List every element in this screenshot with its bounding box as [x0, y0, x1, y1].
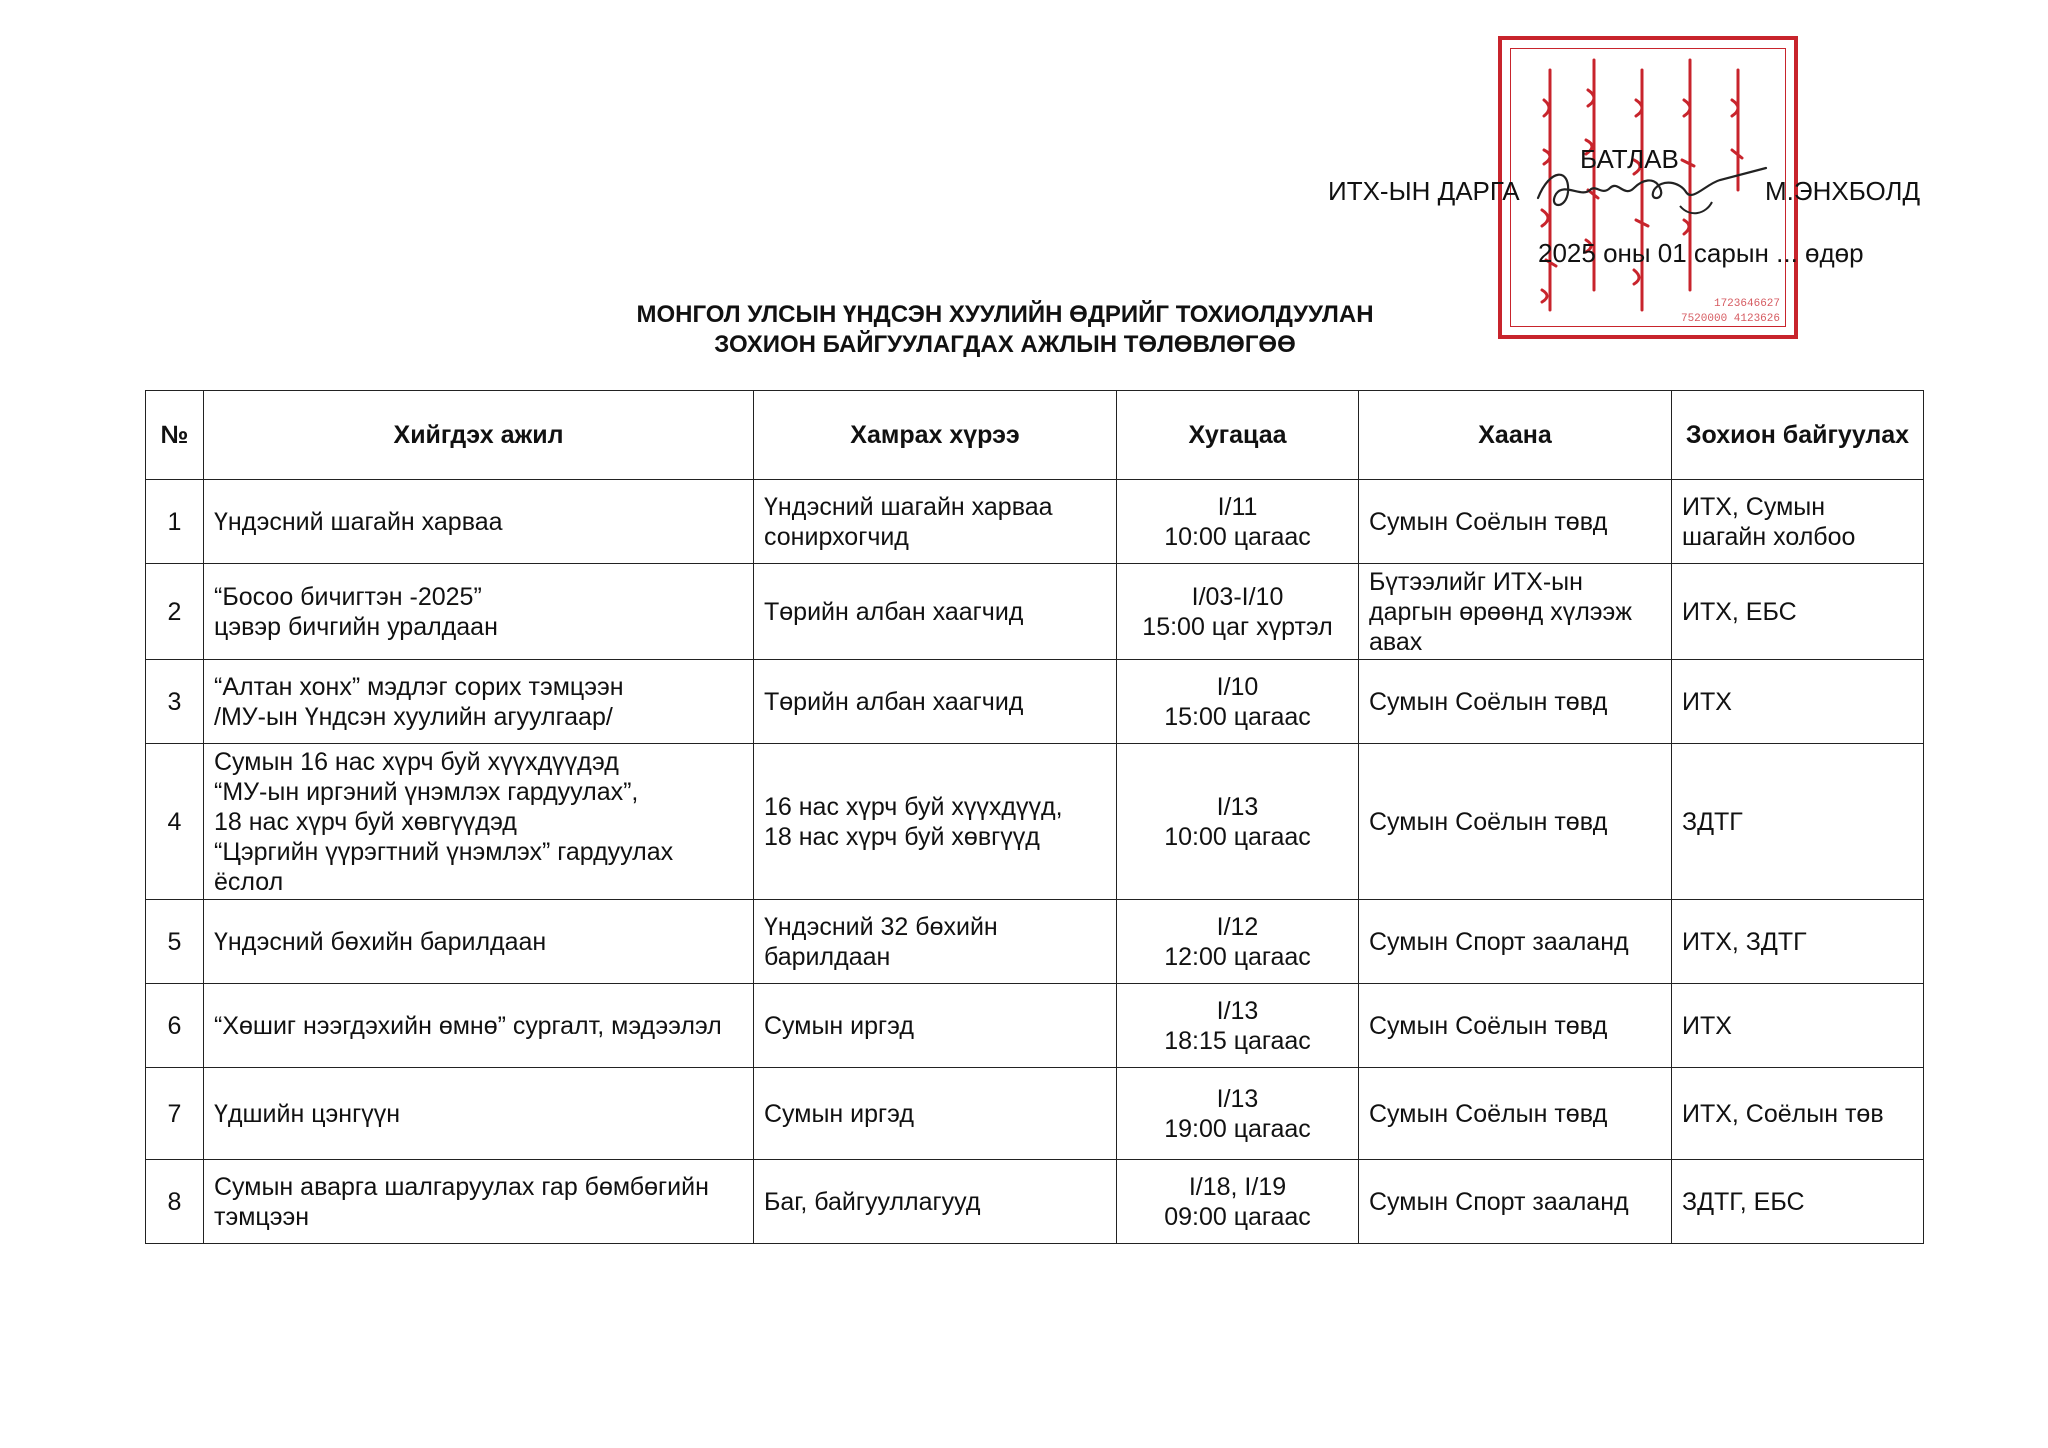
- row-time: I/13 10:00 цагаас: [1117, 744, 1359, 900]
- handwritten-signature: [1530, 158, 1770, 228]
- approval-date: 2025 оны 01 сарын ... өдөр: [1538, 238, 1864, 268]
- row-task: “Босоо бичигтэн -2025” цэвэр бичгийн уралдаан: [204, 564, 754, 660]
- table-row: [146, 900, 1924, 984]
- seal-number-1: 1723646627: [1713, 298, 1780, 310]
- row-task: Үдшийн цэнгүүн: [204, 1068, 754, 1160]
- row-number: 2: [146, 564, 204, 660]
- row-scope: 16 нас хүрч буй хүүхдүүд, 18 нас хүрч буй хөвгүүд: [754, 744, 1117, 900]
- row-number: 7: [146, 1068, 204, 1160]
- row-number: 3: [146, 660, 204, 744]
- row-time: I/12 12:00 цагаас: [1117, 900, 1359, 984]
- table-row: [146, 480, 1924, 564]
- row-scope: Баг, байгууллагууд: [754, 1160, 1117, 1244]
- header-number: №: [146, 391, 204, 480]
- row-task: Үндэсний шагайн харваа: [204, 480, 754, 564]
- table-row: [146, 1068, 1924, 1160]
- row-place: Сумын Соёлын төвд: [1359, 984, 1672, 1068]
- row-time: I/13 18:15 цагаас: [1117, 984, 1359, 1068]
- row-time: I/13 19:00 цагаас: [1117, 1068, 1359, 1160]
- row-organizer: ИТХ, Соёлын төв: [1672, 1068, 1924, 1160]
- row-number: 8: [146, 1160, 204, 1244]
- row-scope: Төрийн албан хаагчид: [754, 564, 1117, 660]
- row-task: Сумын 16 нас хүрч буй хүүхдүүдэд “МУ-ын иргэний үнэмлэх гардуулах”, 18 нас хүрч буй хөвгүүдэд “Цэргийн үүрэгтний үнэмлэх” гардуулах ёслол: [204, 744, 754, 900]
- row-number: 5: [146, 900, 204, 984]
- row-time: I/18, I/19 09:00 цагаас: [1117, 1160, 1359, 1244]
- row-time: I/10 15:00 цагаас: [1117, 660, 1359, 744]
- row-place: Сумын Соёлын төвд: [1359, 744, 1672, 900]
- row-organizer: ИТХ, ЕБС: [1672, 564, 1924, 660]
- header-scope: Хамрах хүрээ: [754, 391, 1117, 480]
- row-place: Сумын Соёлын төвд: [1359, 480, 1672, 564]
- header-time: Хугацаа: [1117, 391, 1359, 480]
- row-place: Сумын Спорт зааланд: [1359, 1160, 1672, 1244]
- row-time: I/03-I/10 15:00 цаг хүртэл: [1117, 564, 1359, 660]
- row-task: “Хөшиг нээгдэхийн өмнө” сургалт, мэдээлэл: [204, 984, 754, 1068]
- table-row: [146, 984, 1924, 1068]
- document-title-line-2: ЗОХИОН БАЙГУУЛАГДАХ АЖЛЫН ТӨЛӨВЛӨГӨӨ: [714, 331, 1296, 358]
- row-place: Сумын Соёлын төвд: [1359, 660, 1672, 744]
- row-number: 1: [146, 480, 204, 564]
- row-number: 6: [146, 984, 204, 1068]
- table-row: [146, 1160, 1924, 1244]
- row-scope: Үндэсний шагайн харваа сонирхогчид: [754, 480, 1117, 564]
- table-row: [146, 660, 1924, 744]
- row-task: Сумын аварга шалгаруулах гар бөмбөгийн тэмцээн: [204, 1160, 754, 1244]
- row-number: 4: [146, 744, 204, 900]
- row-time: I/11 10:00 цагаас: [1117, 480, 1359, 564]
- table-header-row: [146, 391, 1924, 480]
- row-task: Үндэсний бөхийн барилдаан: [204, 900, 754, 984]
- seal-number-2: 7520000 4123626: [1680, 313, 1780, 325]
- row-organizer: ИТХ: [1672, 660, 1924, 744]
- header-place: Хаана: [1359, 391, 1672, 480]
- table-row: [146, 564, 1924, 660]
- row-place: Сумын Соёлын төвд: [1359, 1068, 1672, 1160]
- row-task: “Алтан хонх” мэдлэг сорих тэмцээн /МУ-ын Үндсэн хуулийн агуулгаар/: [204, 660, 754, 744]
- activity-plan-table: [145, 390, 1924, 1244]
- row-organizer: ЗДТГ, ЕБС: [1672, 1160, 1924, 1244]
- document-title-line-1: МОНГОЛ УЛСЫН ҮНДСЭН ХУУЛИЙН ӨДРИЙГ ТОХИОЛДУУЛАН: [636, 301, 1374, 328]
- row-scope: Төрийн албан хаагчид: [754, 660, 1117, 744]
- row-place: Бүтээлийг ИТХ-ын даргын өрөөнд хүлээж авах: [1359, 564, 1672, 660]
- approval-heading: БАТЛАВ: [1580, 144, 1679, 174]
- row-scope: Сумын иргэд: [754, 1068, 1117, 1160]
- row-organizer: ИТХ, ЗДТГ: [1672, 900, 1924, 984]
- approver-position: ИТХ-ЫН ДАРГА: [1328, 176, 1520, 206]
- row-place: Сумын Спорт зааланд: [1359, 900, 1672, 984]
- header-task: Хийгдэх ажил: [204, 391, 754, 480]
- header-organizer: Зохион байгуулах: [1672, 391, 1924, 480]
- row-organizer: ИТХ, Сумын шагайн холбоо: [1672, 480, 1924, 564]
- row-organizer: ЗДТГ: [1672, 744, 1924, 900]
- row-scope: Үндэсний 32 бөхийн барилдаан: [754, 900, 1117, 984]
- row-scope: Сумын иргэд: [754, 984, 1117, 1068]
- row-organizer: ИТХ: [1672, 984, 1924, 1068]
- table-row: [146, 744, 1924, 900]
- approver-name: М.ЭНХБОЛД: [1765, 176, 1921, 206]
